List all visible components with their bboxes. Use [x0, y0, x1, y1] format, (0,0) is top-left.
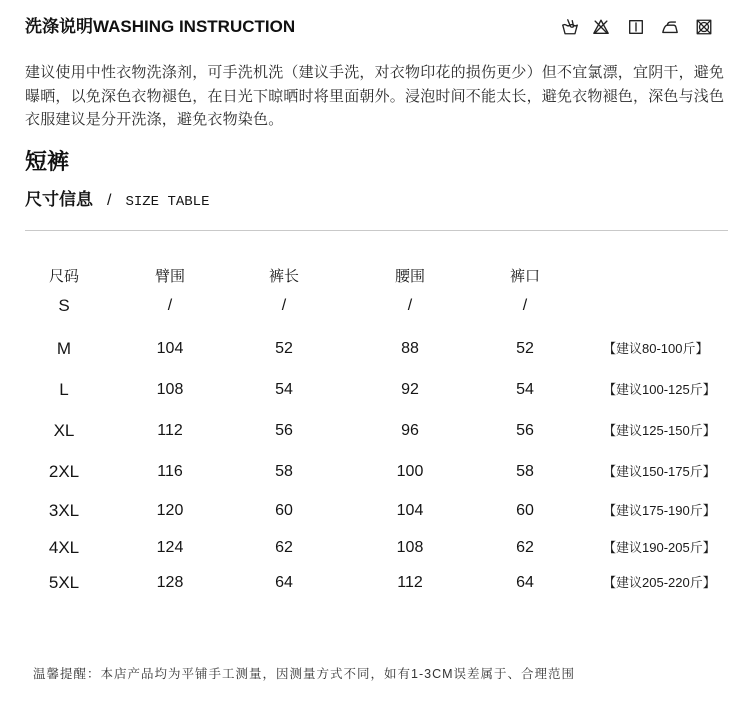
size-heading-cn: 尺寸信息	[25, 190, 93, 209]
table-row	[0, 295, 750, 317]
size-heading-en: SIZE TABLE	[125, 194, 210, 210]
waist-cell: /	[407, 297, 413, 314]
column-header-arm: 臂围	[154, 268, 185, 285]
length-cell: 60	[275, 502, 293, 519]
length-cell: 62	[275, 539, 293, 556]
size-cell: 5XL	[48, 573, 80, 592]
hem-cell: 56	[516, 422, 534, 439]
washing-instructions-text	[25, 61, 737, 132]
hem-cell: 62	[516, 539, 534, 556]
no-bleach-icon	[592, 18, 610, 36]
column-header-length: 裤长	[268, 268, 299, 285]
size-cell: L	[59, 380, 69, 399]
table-row	[0, 420, 750, 442]
waist-cell: 104	[396, 502, 424, 519]
table-row	[0, 572, 750, 594]
arm-cell: 108	[156, 381, 184, 398]
size-cell: M	[56, 339, 72, 358]
waist-cell: 108	[396, 539, 424, 556]
size-heading-separator: /	[107, 192, 112, 209]
waist-cell: 92	[401, 381, 419, 398]
size-cell: 4XL	[48, 538, 80, 557]
product-name: 短裤	[25, 149, 70, 174]
drip-dry-icon	[627, 18, 645, 36]
hem-cell: /	[522, 297, 528, 314]
column-header-waist: 腰围	[394, 268, 425, 285]
table-row	[0, 338, 750, 360]
size-table-heading	[25, 188, 209, 214]
weight-suggestion-cell: 【建议80-100斤】	[603, 341, 709, 356]
column-header-size: 尺码	[48, 268, 79, 285]
arm-cell: /	[167, 297, 173, 314]
length-cell: 52	[275, 340, 293, 357]
length-cell: 56	[275, 422, 293, 439]
size-cell: S	[58, 296, 70, 315]
do-not-tumble-dry-icon	[695, 18, 713, 36]
column-header-hem: 裤口	[509, 268, 540, 285]
length-cell: 64	[275, 574, 293, 591]
size-cell: XL	[53, 421, 75, 440]
table-row	[0, 379, 750, 401]
arm-cell: 112	[157, 422, 183, 439]
length-cell: 54	[275, 381, 293, 398]
hand-wash-icon	[561, 18, 579, 36]
size-cell: 3XL	[48, 501, 80, 520]
section-divider	[25, 230, 728, 231]
table-row	[0, 537, 750, 559]
hem-cell: 60	[516, 502, 534, 519]
waist-cell: 88	[401, 340, 419, 357]
hem-cell: 54	[516, 381, 534, 398]
waist-cell: 100	[396, 463, 424, 480]
weight-suggestion-cell: 【建议125-150斤】	[603, 423, 716, 438]
instruction-line: 衣服建议是分开洗涤，避免衣物染色。	[25, 111, 284, 128]
arm-cell: 124	[156, 539, 184, 556]
weight-suggestion-cell: 【建议190-205斤】	[603, 540, 716, 555]
instruction-line: 建议使用中性衣物洗涤剂，可手洗机洗（建议手洗，对衣物印花的损伤更少）但不宜氯漂，宜阴干，避免	[25, 64, 725, 81]
arm-cell: 120	[156, 502, 184, 519]
length-cell: /	[281, 297, 287, 314]
waist-cell: 112	[397, 574, 423, 591]
arm-cell: 104	[156, 340, 184, 357]
hem-cell: 64	[516, 574, 534, 591]
iron-icon	[661, 18, 679, 36]
size-cell: 2XL	[48, 462, 80, 481]
table-row	[0, 461, 750, 483]
arm-cell: 128	[156, 574, 184, 591]
measurement-note: 温馨提醒：本店产品均为平铺手工测量，因测量方式不同，如有1-3CM误差属于、合理范围	[33, 667, 576, 681]
washing-instruction-title: 洗涤说明WASHING INSTRUCTION	[25, 17, 296, 36]
length-cell: 58	[275, 463, 293, 480]
table-header-row	[0, 266, 750, 288]
hem-cell: 58	[516, 463, 534, 480]
weight-suggestion-cell: 【建议175-190斤】	[603, 503, 716, 518]
arm-cell: 116	[157, 463, 183, 480]
weight-suggestion-cell: 【建议150-175斤】	[603, 464, 716, 479]
weight-suggestion-cell: 【建议100-125斤】	[603, 382, 716, 397]
table-row	[0, 500, 750, 522]
instruction-line: 曝晒，以免深色衣物褪色，在日光下晾晒时将里面朝外。浸泡时间不能太长，避免衣物褪色，深色与浅色	[25, 87, 725, 105]
waist-cell: 96	[401, 422, 419, 439]
hem-cell: 52	[516, 340, 534, 357]
weight-suggestion-cell: 【建议205-220斤】	[603, 575, 716, 590]
